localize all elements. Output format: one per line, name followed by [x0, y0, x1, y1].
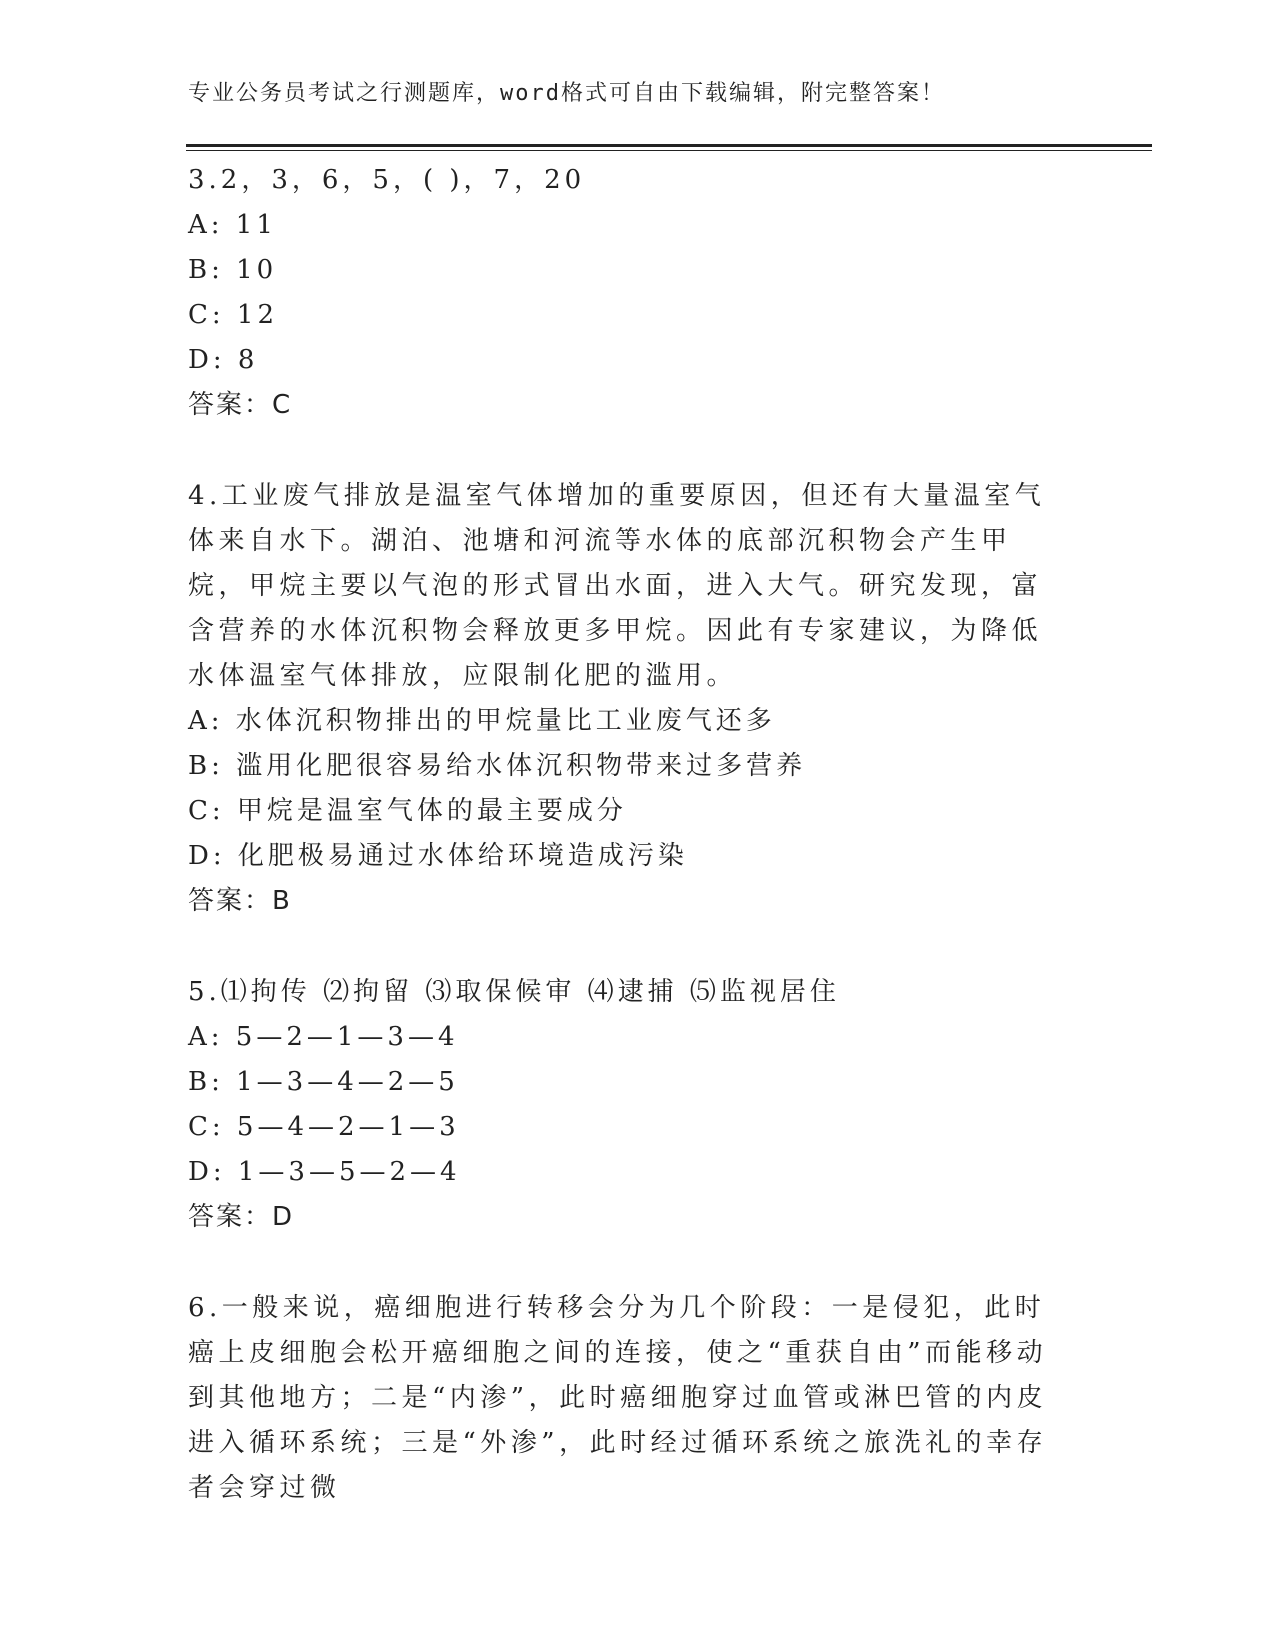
option-c: C: 12 [188, 300, 279, 330]
option-c: C: 甲烷是温室气体的最主要成分 [188, 796, 627, 826]
option-a: A: 11 [188, 210, 277, 240]
option-d: D: 化肥极易通过水体给环境造成污染 [188, 841, 688, 871]
option-a: A: 5—2—1—3—4 [188, 1022, 459, 1052]
answer-label: 答案：D [188, 1202, 295, 1232]
option-d: D: 8 [188, 345, 259, 375]
option-b: B: 10 [188, 255, 278, 285]
question-list [188, 158, 1068, 1511]
option-c: C: 5—4—2—1—3 [188, 1112, 460, 1142]
page-header: 专业公务员考试之行测题库，word格式可自由下载编辑，附完整答案！ [188, 81, 945, 106]
spacer [188, 924, 1068, 970]
header-divider-thick [186, 144, 1152, 147]
option-a: A: 水体沉积物排出的甲烷量比工业废气还多 [188, 706, 776, 736]
answer-label: 答案：B [188, 886, 292, 916]
question-6 [188, 1286, 1068, 1511]
option-d: D: 1—3—5—2—4 [188, 1157, 461, 1187]
question-stem: 5.⑴拘传 ⑵拘留 ⑶取保候审 ⑷逮捕 ⑸监视居住 [188, 977, 840, 1007]
question-5 [188, 970, 1068, 1240]
option-b: B: 1—3—4—2—5 [188, 1067, 459, 1097]
question-stem: 4.工业废气排放是温室气体增加的重要原因，但还有大量温室气体来自水下。湖泊、池塘和河流等水体的底部沉积物会产生甲烷，甲烷主要以气泡的形式冒出水面，进入大气。研究发现，富含营养的水体沉积物会释放更多甲烷。因此有专家建议，为降低水体温室气体排放，应限制化肥的滥用。 [188, 481, 1046, 691]
spacer [188, 428, 1068, 474]
question-3 [188, 158, 1068, 428]
spacer [188, 1240, 1068, 1286]
question-stem: 6.一般来说，癌细胞进行转移会分为几个阶段：一是侵犯，此时癌上皮细胞会松开癌细胞之间的连接，使之“重获自由”而能移动到其他地方；二是“内渗”，此时癌细胞穿过血管或淋巴管的内皮进入循环系统；三是“外渗”，此时经过循环系统之旅洗礼的幸存者会穿过微 [188, 1293, 1048, 1503]
question-4 [188, 474, 1068, 924]
question-stem: 3.2，3，6，5，( )，7，20 [188, 165, 586, 195]
answer-label: 答案：C [188, 390, 293, 420]
option-b: B: 滥用化肥很容易给水体沉积物带来过多营养 [188, 751, 807, 781]
header-divider-thin [186, 150, 1152, 151]
